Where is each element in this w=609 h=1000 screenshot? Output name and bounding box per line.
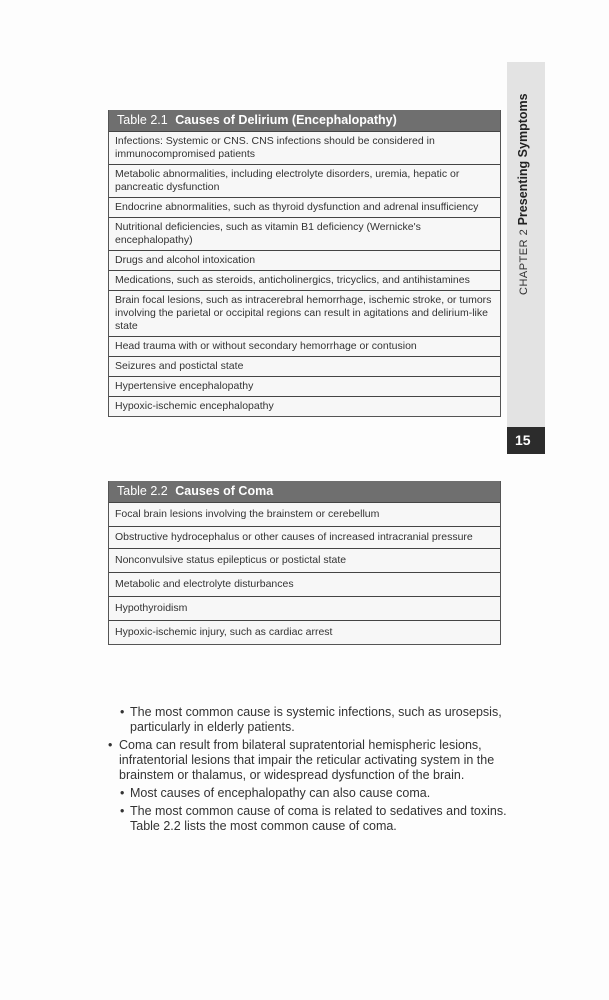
list-item xyxy=(108,705,508,735)
page-number: 15 xyxy=(507,427,545,454)
list-item-text: The most common cause is systemic infections, such as urosepsis, particularly in elderly patients. xyxy=(130,705,502,734)
list-item-text: The most common cause of coma is related to sedatives and toxins. Table 2.2 lists the most common cause of coma. xyxy=(130,804,507,833)
table-row: Seizures and postictal state xyxy=(109,356,500,376)
bullet: • xyxy=(120,804,125,818)
table-row: Metabolic abnormalities, including electrolyte disorders, uremia, hepatic or pancreatic dysfunction xyxy=(109,164,500,197)
list-item-text: Coma can result from bilateral supratentorial hemispheric lesions, infratentorial lesions that impair the reticular activating system in the brainstem or thalamus, or widespread dysfunction of the brain. xyxy=(119,738,495,782)
table-causes-of-delirium xyxy=(108,110,501,417)
bullet: • xyxy=(108,738,113,752)
table-row: Nonconvulsive status epilepticus or postictal state xyxy=(109,548,500,572)
table-header xyxy=(109,481,500,502)
bullet: • xyxy=(120,786,125,800)
list-item xyxy=(108,786,508,801)
table-row: Focal brain lesions involving the brainstem or cerebellum xyxy=(109,502,500,526)
chapter-heading-vertical xyxy=(516,93,536,295)
table-number: Table 2.1 xyxy=(117,113,168,127)
chapter-label: CHAPTER 2 xyxy=(518,228,530,295)
table-row: Hypoxic-ischemic injury, such as cardiac arrest xyxy=(109,620,500,644)
table-row: Obstructive hydrocephalus or other causes of increased intracranial pressure xyxy=(109,526,500,548)
list-item-text: Most causes of encephalopathy can also cause coma. xyxy=(130,786,431,800)
table-row: Nutritional deficiencies, such as vitamin B1 deficiency (Wernicke's encephalopathy) xyxy=(109,217,500,250)
bullet: • xyxy=(120,705,125,719)
list-item xyxy=(108,804,508,834)
table-row: Hypoxic-ischemic encephalopathy xyxy=(109,396,500,416)
table-row: Hypertensive encephalopathy xyxy=(109,376,500,396)
table-row: Metabolic and electrolyte disturbances xyxy=(109,572,500,596)
table-row: Drugs and alcohol intoxication xyxy=(109,250,500,270)
body-text xyxy=(108,705,508,834)
table-row: Infections: Systemic or CNS. CNS infections should be considered in immunocompromised patients xyxy=(109,131,500,164)
table-row: Hypothyroidism xyxy=(109,596,500,620)
table-row: Medications, such as steroids, anticholinergics, tricyclics, and antihistamines xyxy=(109,270,500,290)
chapter-title: Presenting Symptoms xyxy=(516,93,530,226)
table-title: Causes of Delirium (Encephalopathy) xyxy=(175,113,397,127)
table-row: Head trauma with or without secondary hemorrhage or contusion xyxy=(109,336,500,356)
table-row: Endocrine abnormalities, such as thyroid dysfunction and adrenal insufficiency xyxy=(109,197,500,217)
table-row: Brain focal lesions, such as intracerebral hemorrhage, ischemic stroke, or tumors involving the parietal or occipital regions can result in agitations and delirium-like state xyxy=(109,290,500,336)
list-item xyxy=(108,738,508,783)
table-header xyxy=(109,110,500,131)
table-causes-of-coma xyxy=(108,481,501,645)
table-title: Causes of Coma xyxy=(175,484,274,498)
table-number: Table 2.2 xyxy=(117,484,168,498)
